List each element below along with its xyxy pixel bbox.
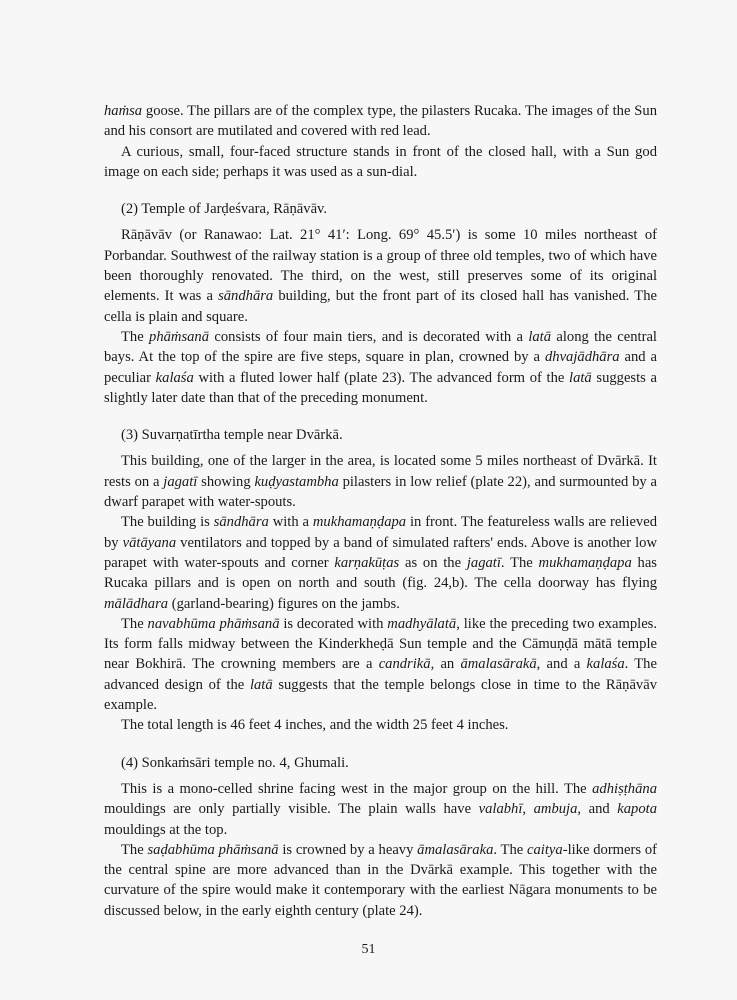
text-run: A curious, small, four-faced structure stands in front of the closed hall, with a Sun god image on each side; perhaps it was used as a sun-dial.	[104, 143, 657, 180]
text-run: (4) Sonkaṁsāri temple no. 4, Ghumali.	[121, 754, 349, 771]
text-run: The	[121, 615, 148, 632]
text-run: ventilators and topped by a band of simulated rafters' ends. Above is another low parapet with water-spouts and corner	[104, 534, 657, 571]
text-run: and a peculiar	[104, 349, 657, 386]
text-run: . The	[500, 554, 539, 571]
text-run: showing	[197, 473, 255, 490]
italic-term: candrikā	[378, 656, 431, 673]
text-run: is decorated with	[279, 615, 388, 632]
italic-term: kalaśa	[155, 369, 194, 386]
text-run: ,	[522, 801, 534, 818]
text-run: with a	[268, 514, 313, 531]
text-run: (2) Temple of Jarḍeśvara, Rāṇāvāv.	[121, 201, 328, 218]
paragraph	[104, 451, 657, 512]
italic-term: adhiṣṭhāna	[592, 780, 657, 797]
italic-term: kuḍyastambha	[254, 473, 339, 490]
italic-term: valabhī	[478, 801, 523, 818]
text-run: suggests a slightly later date than that of the preceding monument.	[104, 369, 657, 406]
text-run: is crowned by a heavy	[278, 841, 418, 858]
text-run: building, but the front part of its closed hall has vanished. The cella is plain and square.	[104, 288, 657, 325]
italic-term: kapota	[617, 801, 657, 818]
text-run: , and a	[536, 656, 587, 673]
body-text	[104, 101, 657, 921]
italic-term: caitya	[527, 841, 563, 858]
text-run: with a fluted lower half (plate 23). The advanced form of the	[193, 369, 570, 386]
italic-term: āmalasāraka	[417, 841, 494, 858]
text-run: This building, one of the larger in the area, is located some 5 miles northeast of Dvārkā. It rests on a	[104, 453, 657, 490]
text-run: The building is	[121, 514, 214, 531]
text-run: consists of four main tiers, and is decorated with a	[209, 328, 529, 345]
text-run: (3) Suvarṇatīrtha temple near Dvārkā.	[121, 427, 343, 444]
text-run: , an	[430, 656, 461, 673]
paragraph	[104, 512, 657, 613]
italic-term: jagatī	[163, 473, 198, 490]
italic-term: vātāyana	[122, 534, 177, 551]
text-run: The	[121, 841, 148, 858]
italic-term: madhyālatā	[387, 615, 457, 632]
paragraph	[104, 715, 657, 735]
italic-term: sāndhāra	[218, 288, 274, 305]
italic-term: karṇakūṭas	[334, 554, 400, 571]
text-run: Rāṇāvāv (or Ranawao: Lat. 21° 41′: Long. 69° 45.5′) is some 10 miles northeast of Porbandar. Southwest of the railway station is a group of three old temples, two of which have been thoroughly renovated. The third, on the west, still preserves some of its original elements. It was a	[104, 227, 657, 305]
paragraph	[104, 101, 657, 142]
italic-term: latā	[249, 676, 273, 693]
italic-term: navabhūma phāṁsanā	[147, 615, 280, 632]
text-run: suggests that the temple belongs close in time to the Rāṇāvāv example.	[104, 676, 657, 714]
text-run: , and	[577, 801, 618, 818]
paragraph	[104, 840, 657, 921]
italic-term: latā	[569, 369, 592, 386]
italic-term: mālādhara	[104, 595, 169, 612]
italic-term: jagatī	[466, 554, 501, 571]
paragraph	[104, 779, 657, 840]
text-run: The total length is 46 feet 4 inches, and the width 25 feet 4 inches.	[121, 717, 509, 734]
italic-term: kalaśa	[586, 656, 625, 673]
paragraph	[104, 225, 657, 326]
italic-term: haṁsa	[104, 103, 143, 119]
italic-term: mukhamaṇḍapa	[538, 554, 632, 571]
text-run: . The	[493, 841, 528, 858]
italic-term: latā	[528, 328, 552, 345]
text-run: This is a mono-celled shrine facing west in the major group on the hill. The	[121, 780, 593, 797]
text-run: The	[121, 328, 150, 345]
paragraph	[104, 142, 657, 183]
italic-term: dhvajādhāra	[544, 349, 620, 366]
text-run: . The advanced design of the	[104, 656, 657, 693]
italic-term: phāṁsanā	[149, 328, 210, 345]
text-run: goose. The pillars are of the complex type, the pilasters Rucaka. The images of the Sun and his consort are mutilated and covered with red lead.	[104, 103, 657, 140]
text-run: -like dormers of the central spine are more advanced than in the Dvārkā example. This together with the curvature of the spire would make it contemporary with the earliest Nāgara monuments to be discussed below, in the early eighth century (plate 24).	[104, 841, 657, 919]
paragraph	[104, 327, 657, 408]
italic-term: sāndhāra	[213, 514, 269, 531]
italic-term: mukhamaṇḍapa	[312, 514, 407, 531]
text-run: along the central bays. At the top of the spire are five steps, square in plan, crowned by a	[104, 328, 657, 366]
italic-term: ambuja	[533, 801, 578, 818]
text-run: has Rucaka pillars and is open on north and south (fig. 24,b). The cella doorway has flying	[104, 554, 657, 592]
paragraph	[104, 614, 657, 715]
section-heading	[104, 199, 657, 219]
text-run: mouldings at the top.	[104, 821, 228, 838]
text-run: in front. The featureless walls are relieved by	[104, 514, 657, 551]
text-run: (garland-bearing) figures on the jambs.	[168, 595, 400, 612]
text-run: mouldings are only partially visible. The plain walls have	[104, 801, 479, 818]
italic-term: āmalasārakā	[460, 656, 537, 673]
text-run: as on the	[399, 554, 467, 571]
text-run: pilasters in low relief (plate 22), and surmounted by a dwarf parapet with water-spouts.	[104, 473, 657, 511]
text-run: , like the preceding two examples. Its form falls midway between the Kinderkheḍā Sun temple and the Cāmuṇḍā mātā temple near Bokhirā. The crowning members are a	[104, 615, 658, 673]
italic-term: saḍabhūma phāṁsanā	[147, 841, 279, 858]
section-heading	[104, 753, 657, 773]
section-heading	[104, 425, 657, 445]
page-number: 51	[361, 942, 376, 957]
